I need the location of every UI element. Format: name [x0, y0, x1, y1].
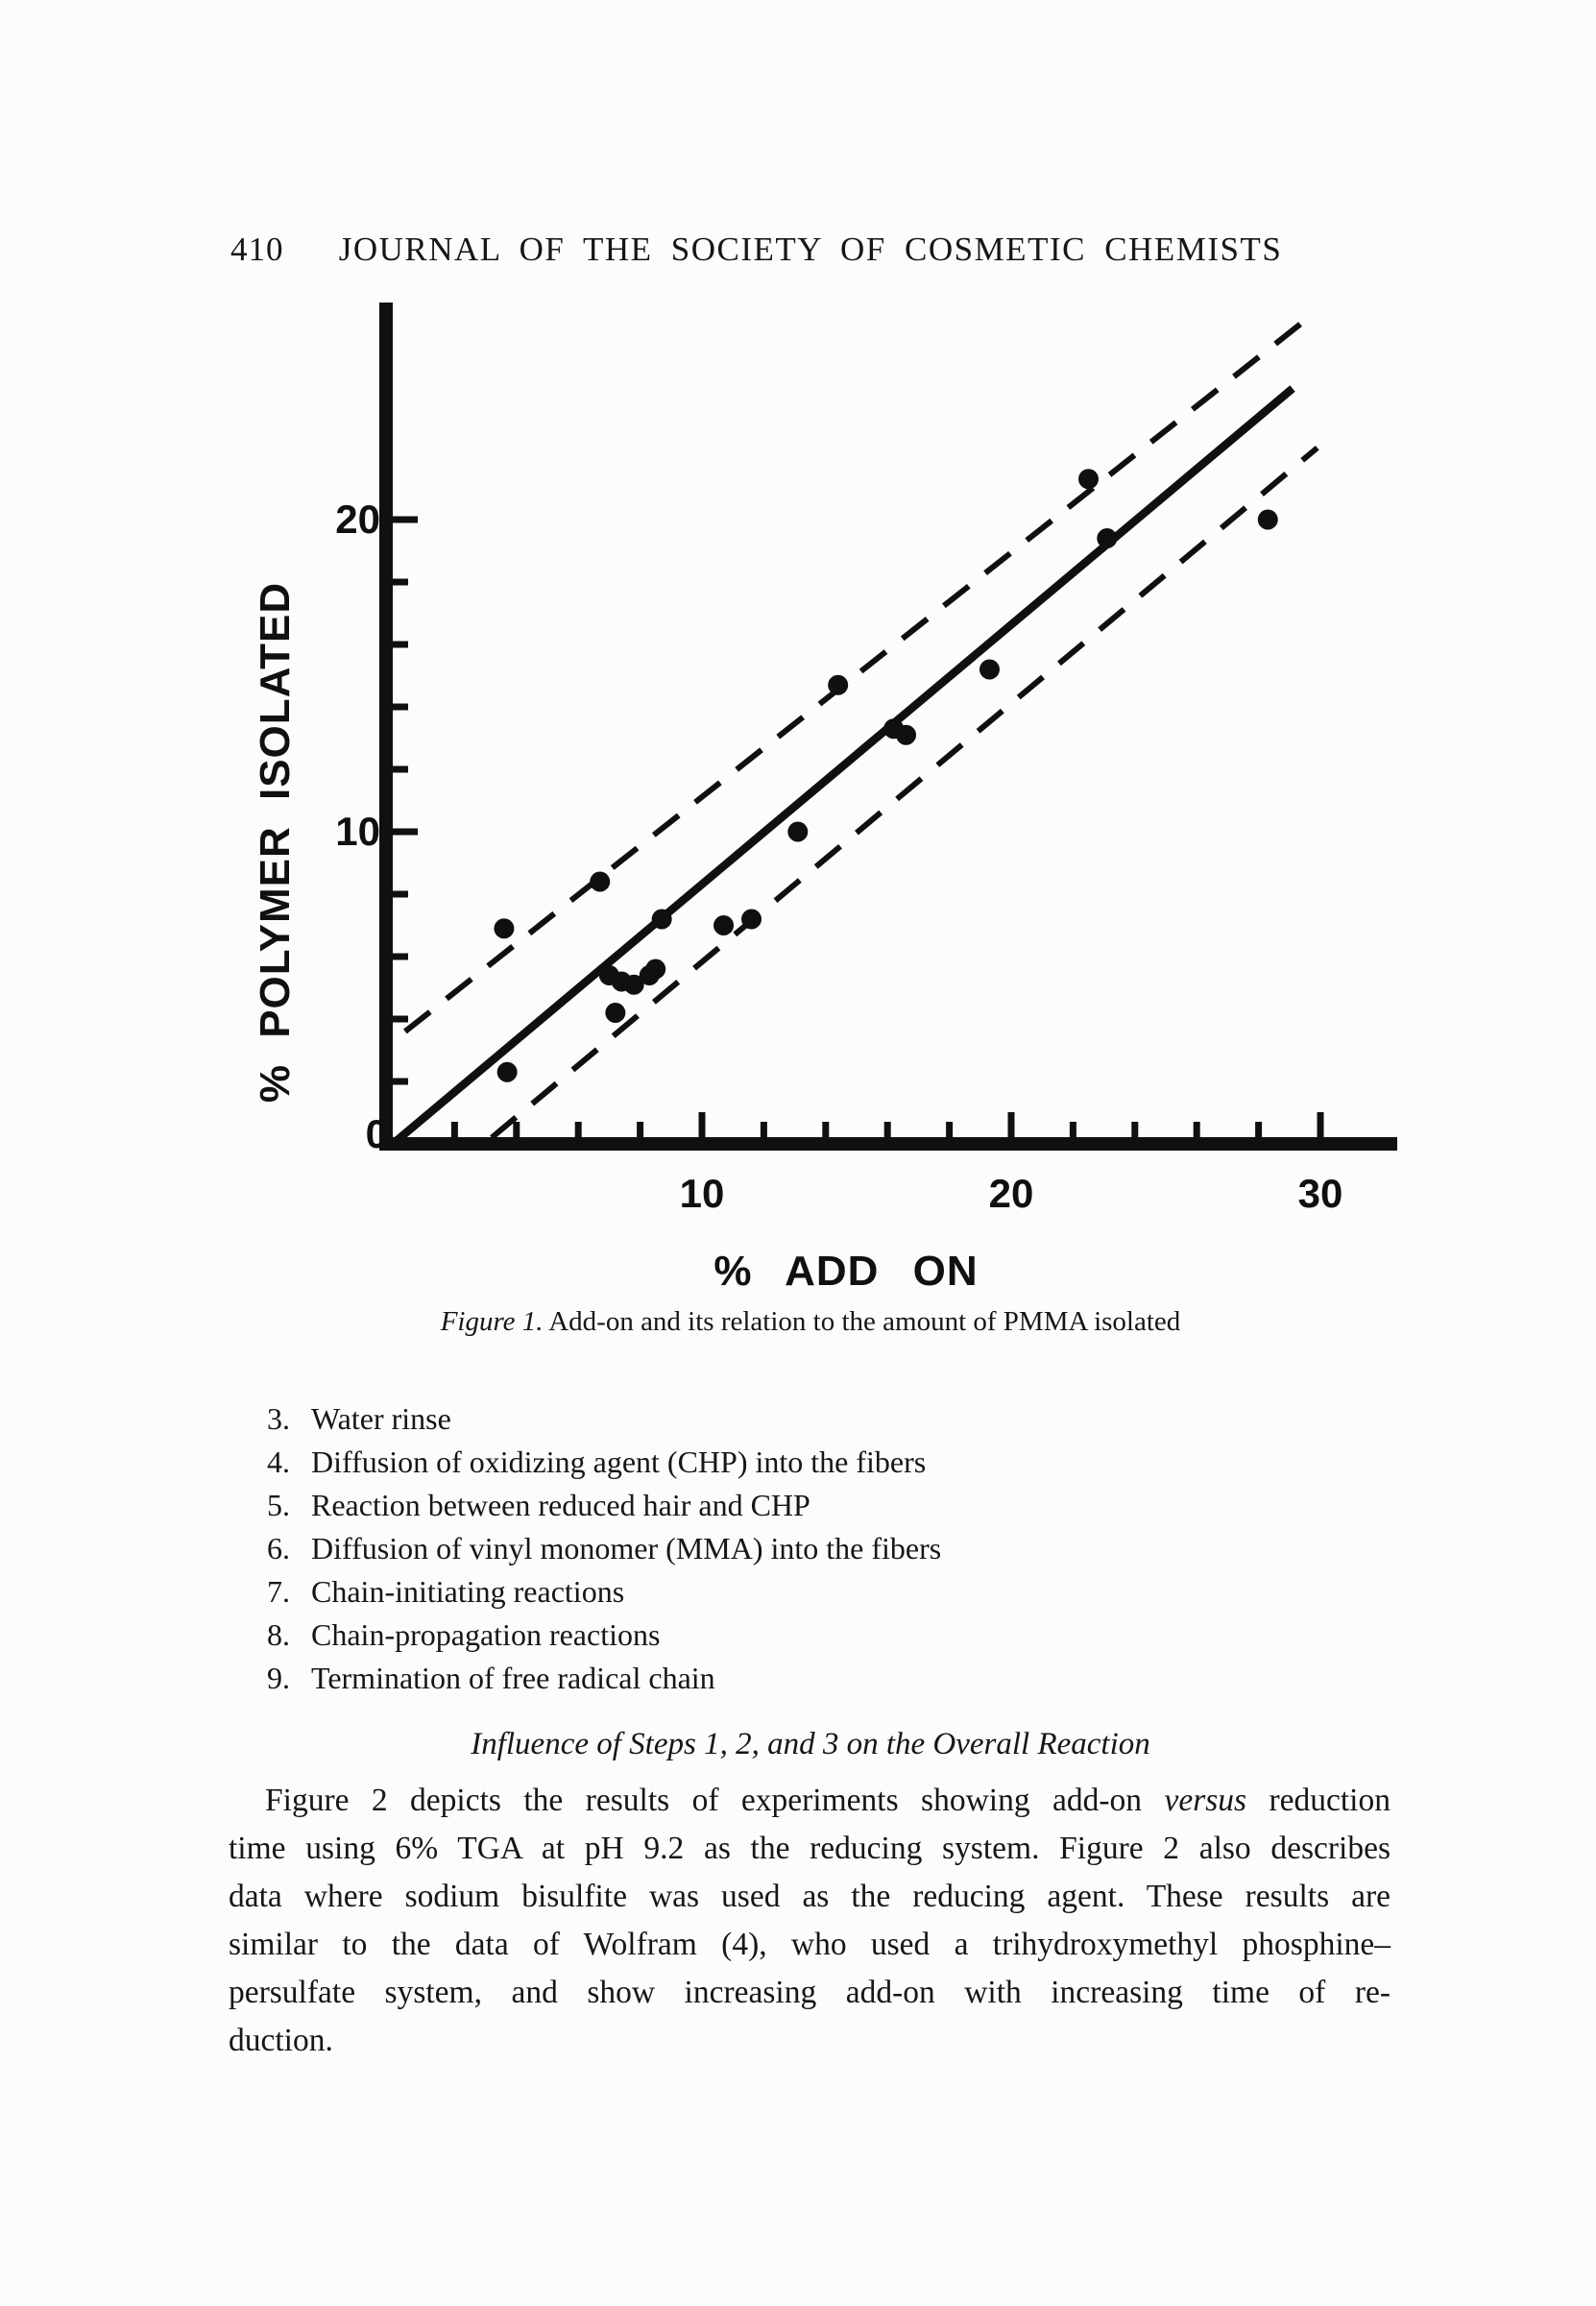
- paragraph-line: persulfate system, and show increasing add-on with increasing time of re-: [229, 1975, 1390, 2010]
- paragraph-line: data where sodium bisulfite was used as the reducing agent. These results are: [229, 1879, 1390, 1914]
- section-heading: Influence of Steps 1, 2, and 3 on the Overall Reaction: [471, 1727, 1150, 1761]
- list-item-text: Water rinse: [311, 1401, 451, 1436]
- page-header: [230, 231, 1390, 273]
- list-item-text: Diffusion of oxidizing agent (CHP) into the fibers: [311, 1444, 927, 1479]
- list-item-number: 5.: [267, 1488, 290, 1522]
- journal-title: JOURNAL OF THE SOCIETY OF COSMETIC CHEMISTS: [338, 231, 1283, 268]
- svg-text:20: 20: [988, 1171, 1034, 1216]
- figure-caption-text: Add-on and its relation to the amount of PMMA isolated: [543, 1306, 1181, 1337]
- list-item: [267, 1614, 941, 1657]
- paragraph-line: Figure 2 depicts the results of experiments showing add-on versus reduction: [265, 1783, 1390, 1818]
- list-item-number: 7.: [267, 1574, 290, 1609]
- list-item-number: 3.: [267, 1401, 290, 1436]
- list-item-text: Termination of free radical chain: [311, 1661, 715, 1695]
- list-item: [267, 1441, 941, 1484]
- figure-caption-label: Figure 1.: [440, 1306, 544, 1337]
- figure-chart-svg: [221, 279, 1402, 1431]
- steps-list: [267, 1397, 941, 1700]
- list-item-number: 4.: [267, 1444, 290, 1479]
- svg-text:20: 20: [335, 497, 380, 542]
- figure-1: [221, 279, 1402, 1436]
- list-item-text: Diffusion of vinyl monomer (MMA) into the fibers: [311, 1531, 942, 1566]
- svg-text:30: 30: [1297, 1171, 1343, 1216]
- list-item-text: Chain-initiating reactions: [311, 1574, 625, 1609]
- svg-text:% ADD ON: % ADD ON: [713, 1248, 979, 1295]
- svg-text:0: 0: [365, 1111, 388, 1156]
- list-item: [267, 1484, 941, 1527]
- list-item: [267, 1527, 941, 1570]
- list-item-number: 9.: [267, 1661, 290, 1695]
- paragraph-line: time using 6% TGA at pH 9.2 as the reducing system. Figure 2 also describes: [229, 1831, 1390, 1866]
- list-item-number: 8.: [267, 1617, 290, 1652]
- svg-text:10: 10: [679, 1171, 725, 1216]
- list-item: [267, 1397, 941, 1441]
- paragraph-line: similar to the data of Wolfram (4), who used a trihydroxymethyl phosphine–: [229, 1927, 1390, 1962]
- list-item-number: 6.: [267, 1531, 290, 1566]
- list-item: [267, 1657, 941, 1700]
- paragraph-line: duction.: [229, 2023, 333, 2058]
- page-number: 410: [230, 231, 284, 268]
- svg-text:% POLYMER ISOLATED: % POLYMER ISOLATED: [252, 581, 299, 1104]
- figure-caption: [230, 1306, 1390, 1338]
- body-paragraph: [229, 1777, 1390, 2065]
- list-item: [267, 1570, 941, 1614]
- list-item-text: Reaction between reduced hair and CHP: [311, 1488, 810, 1522]
- list-item-text: Chain-propagation reactions: [311, 1617, 661, 1652]
- svg-text:10: 10: [335, 809, 380, 854]
